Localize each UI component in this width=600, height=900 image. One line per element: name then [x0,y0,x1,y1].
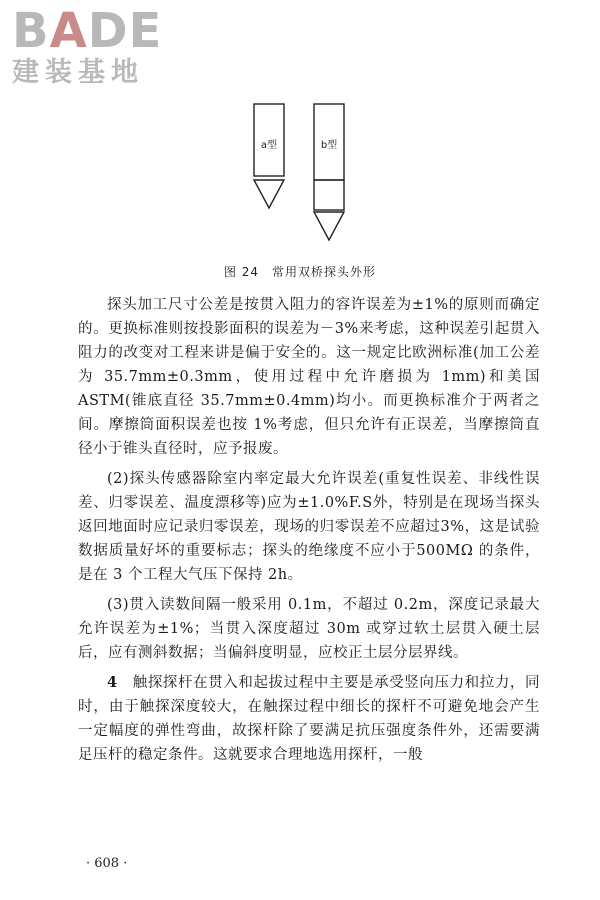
paragraph-tolerance: 探头加工尺寸公差是按贯入阻力的容许误差为±1%的原则而确定的。更换标准则按投影面积的误差为－3%来考虑，这种误差引起贯入阻力的改变对工程来讲是偏于安全的。这一规定比欧洲标准(加工公差为 35.7mm±0.3mm，使用过程中允许磨损为 1mm)和美国 ASTM(锥底直径 35.7mm±0.4mm)均小。而更换标准介于两者之间。摩擦筒面积误差也按 1%考虑，但只允许有正误差，当摩擦筒直径小于锥头直径时，应予报废。 [78,297,540,457]
section-number: 4 [107,674,118,691]
paragraph-sensor: (2)探头传感器除室内率定最大允许误差(重复性误差、非线性误差、归零误差、温度漂移等)应为±1.0%F.S外，特别是在现场当探头返回地面时应记录归零误差，现场的归零误差不应超过3%，这是试验数据质量好坏的重要标志；探头的绝缘度不应小于500MΩ 的条件，是在 3 个工程大气压下保持 2h。 [78,471,540,583]
logo-letter-a: A [49,3,88,59]
logo-letters-de: DE [87,3,163,59]
logo-subtitle: 建装基地 [12,57,144,88]
probe-b-cone [314,212,344,240]
probe-b-collar [314,180,344,210]
paragraph-reading-interval: (3)贯入读数间隔一般采用 0.1m，不超过 0.2m，深度记录最大允许误差为±1%；当贯入深度超过 30m 或穿过软土层贯入硬土层后，应有测斜数据；当偏斜度明显，应校正土层分层界线。 [78,597,540,661]
paragraph-section-4 [78,671,540,767]
section-4-text: 触探探杆在贯入和起拔过程中主要是承受竖向压力和拉力，同时，由于触探深度较大，在触探过程中细长的探杆不可避免地会产生一定幅度的弹性弯曲，故探杆除了要满足抗压强度条件外，还需要满足压杆的稳定条件。这就要求合理地选用探杆，一般 [78,675,540,763]
probe-a-label: a型 [260,140,278,151]
logo-wordmark [12,3,182,59]
logo-letter-b: B [12,3,50,59]
probe-a-cone [254,180,284,208]
bade-logo [12,3,182,88]
probe-b-label: b型 [320,140,338,151]
probe-figure [230,100,370,250]
probe-b [314,104,344,240]
body-text [78,293,540,773]
figure-caption: 图 24 常用双桥探头外形 [223,265,377,279]
page-number: · 608 · [86,856,128,871]
probe-a [254,104,284,208]
probe-diagram [230,100,370,250]
